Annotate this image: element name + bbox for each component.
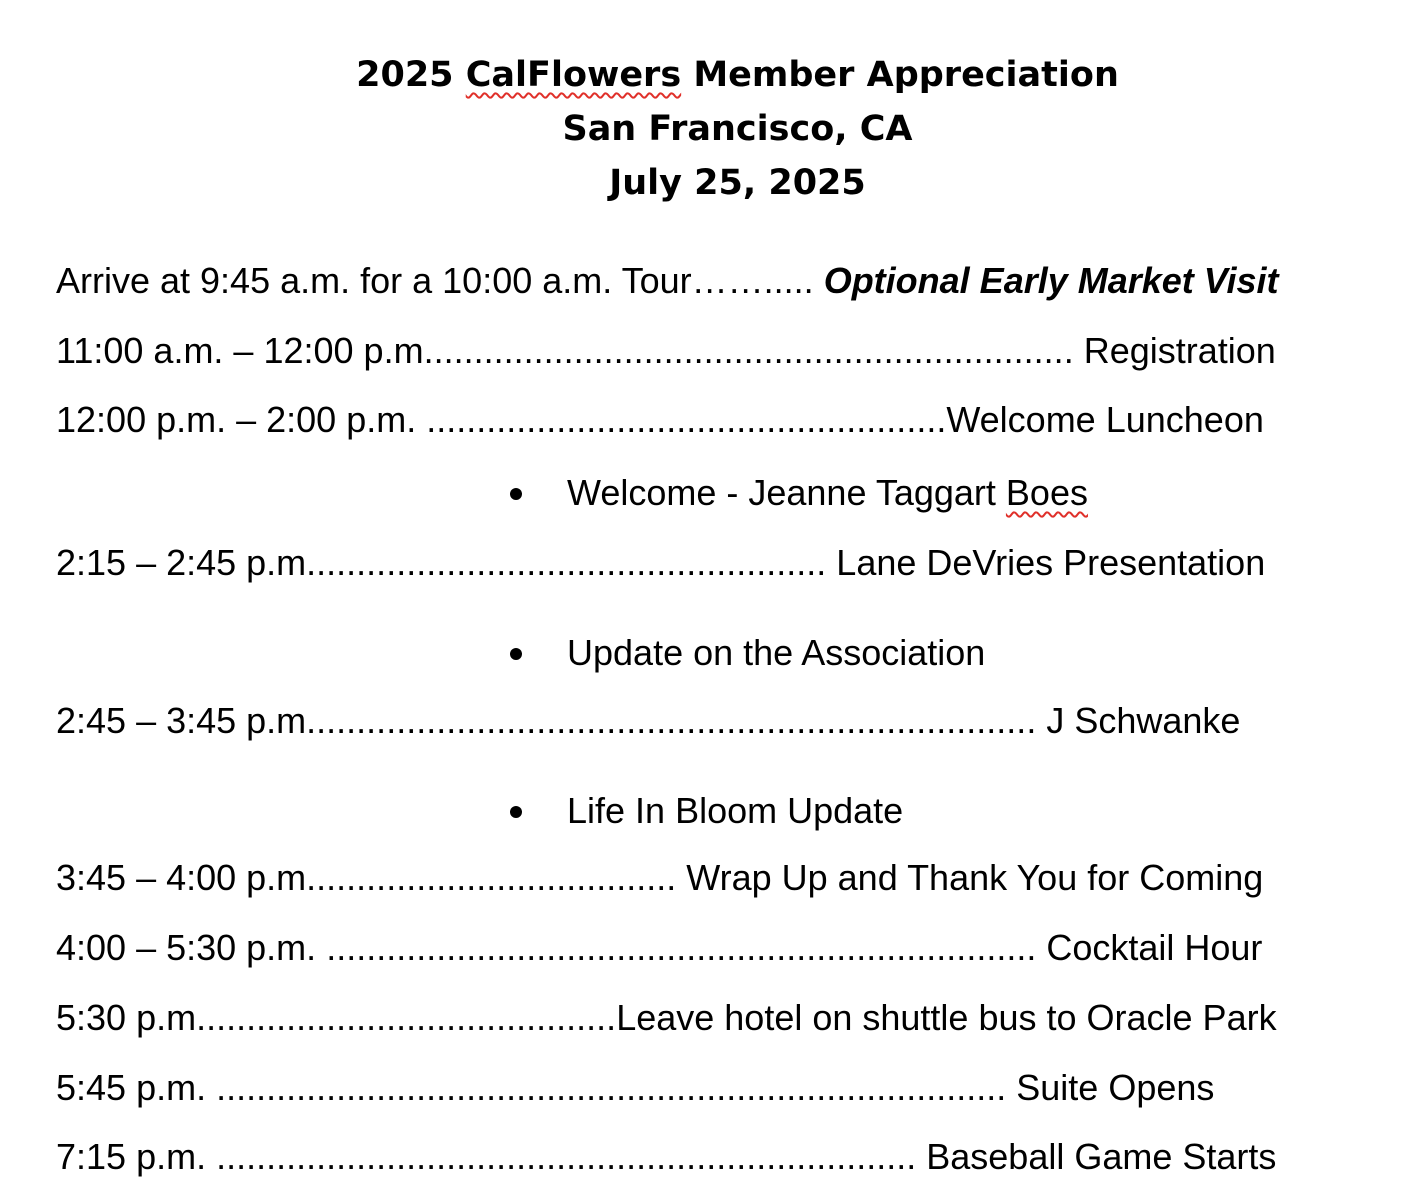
bullet-icon	[510, 488, 522, 500]
bullet-text: Welcome - Jeanne Taggart	[567, 472, 1006, 513]
schedule-row	[56, 996, 1277, 1040]
organization-name: CalFlowers	[465, 55, 682, 95]
bullet-text: Life In Bloom Update	[567, 790, 904, 831]
schedule-time: Arrive at 9:45 a.m. for a 10:00 a.m. Tour	[56, 260, 692, 301]
schedule-time: 4:00 – 5:30 p.m.	[56, 927, 327, 968]
agenda-header	[25, 48, 1425, 210]
schedule-event: Suite Opens	[1016, 1067, 1215, 1108]
speaker-surname: Boes	[1005, 472, 1088, 513]
schedule-row	[56, 1066, 1214, 1110]
schedule-row	[56, 856, 1263, 900]
schedule-event: Cocktail Hour	[1046, 927, 1263, 968]
dot-leader: …….....	[691, 260, 814, 301]
dot-leader: ......................................................................	[216, 1136, 917, 1177]
schedule-row	[56, 259, 1279, 303]
dot-leader: .................................................................	[423, 330, 1074, 371]
schedule-time: 5:30 p.m	[56, 997, 197, 1038]
event-title: 2025 CalFlowers Member Appreciation	[356, 55, 1119, 95]
dot-leader: .......................................................................	[326, 927, 1037, 968]
schedule-row	[56, 329, 1276, 373]
schedule-time: 12:00 p.m. – 2:00 p.m.	[56, 399, 427, 440]
event-location: San Francisco, CA	[562, 109, 913, 149]
schedule-row	[56, 541, 1265, 585]
dot-leader: .....................................	[306, 857, 677, 898]
dot-leader: ....................................................	[426, 399, 947, 440]
schedule-event: Lane DeVries Presentation	[836, 542, 1266, 583]
schedule-event: J Schwanke	[1046, 700, 1241, 741]
schedule-time: 7:15 p.m.	[56, 1136, 217, 1177]
dot-leader: ....................................................	[306, 542, 827, 583]
schedule-event: Optional Early Market Visit	[823, 260, 1279, 301]
dot-leader: .........................................................................	[306, 700, 1037, 741]
schedule-time: 2:45 – 3:45 p.m	[56, 700, 307, 741]
event-date: July 25, 2025	[609, 163, 866, 203]
schedule-time: 5:45 p.m.	[56, 1067, 217, 1108]
schedule-row	[56, 926, 1262, 970]
bullet-icon	[510, 648, 522, 660]
schedule-event: Welcome Luncheon	[946, 399, 1264, 440]
dot-leader: ..........................................	[196, 997, 617, 1038]
schedule-row	[56, 699, 1240, 743]
bullet-text: Update on the Association	[567, 632, 986, 673]
schedule-event: Leave hotel on shuttle bus to Oracle Park	[616, 997, 1277, 1038]
schedule-time: 3:45 – 4:00 p.m	[56, 857, 307, 898]
schedule-time: 2:15 – 2:45 p.m	[56, 542, 307, 583]
schedule-row	[56, 1135, 1276, 1179]
schedule-event: Registration	[1083, 330, 1276, 371]
schedule-event: Baseball Game Starts	[926, 1136, 1277, 1177]
schedule-row	[56, 398, 1264, 442]
dot-leader: ...............................................................................	[216, 1067, 1007, 1108]
schedule-time: 11:00 a.m. – 12:00 p.m	[56, 330, 424, 371]
bullet-icon	[510, 806, 522, 818]
schedule-event: Wrap Up and Thank You for Coming	[686, 857, 1264, 898]
